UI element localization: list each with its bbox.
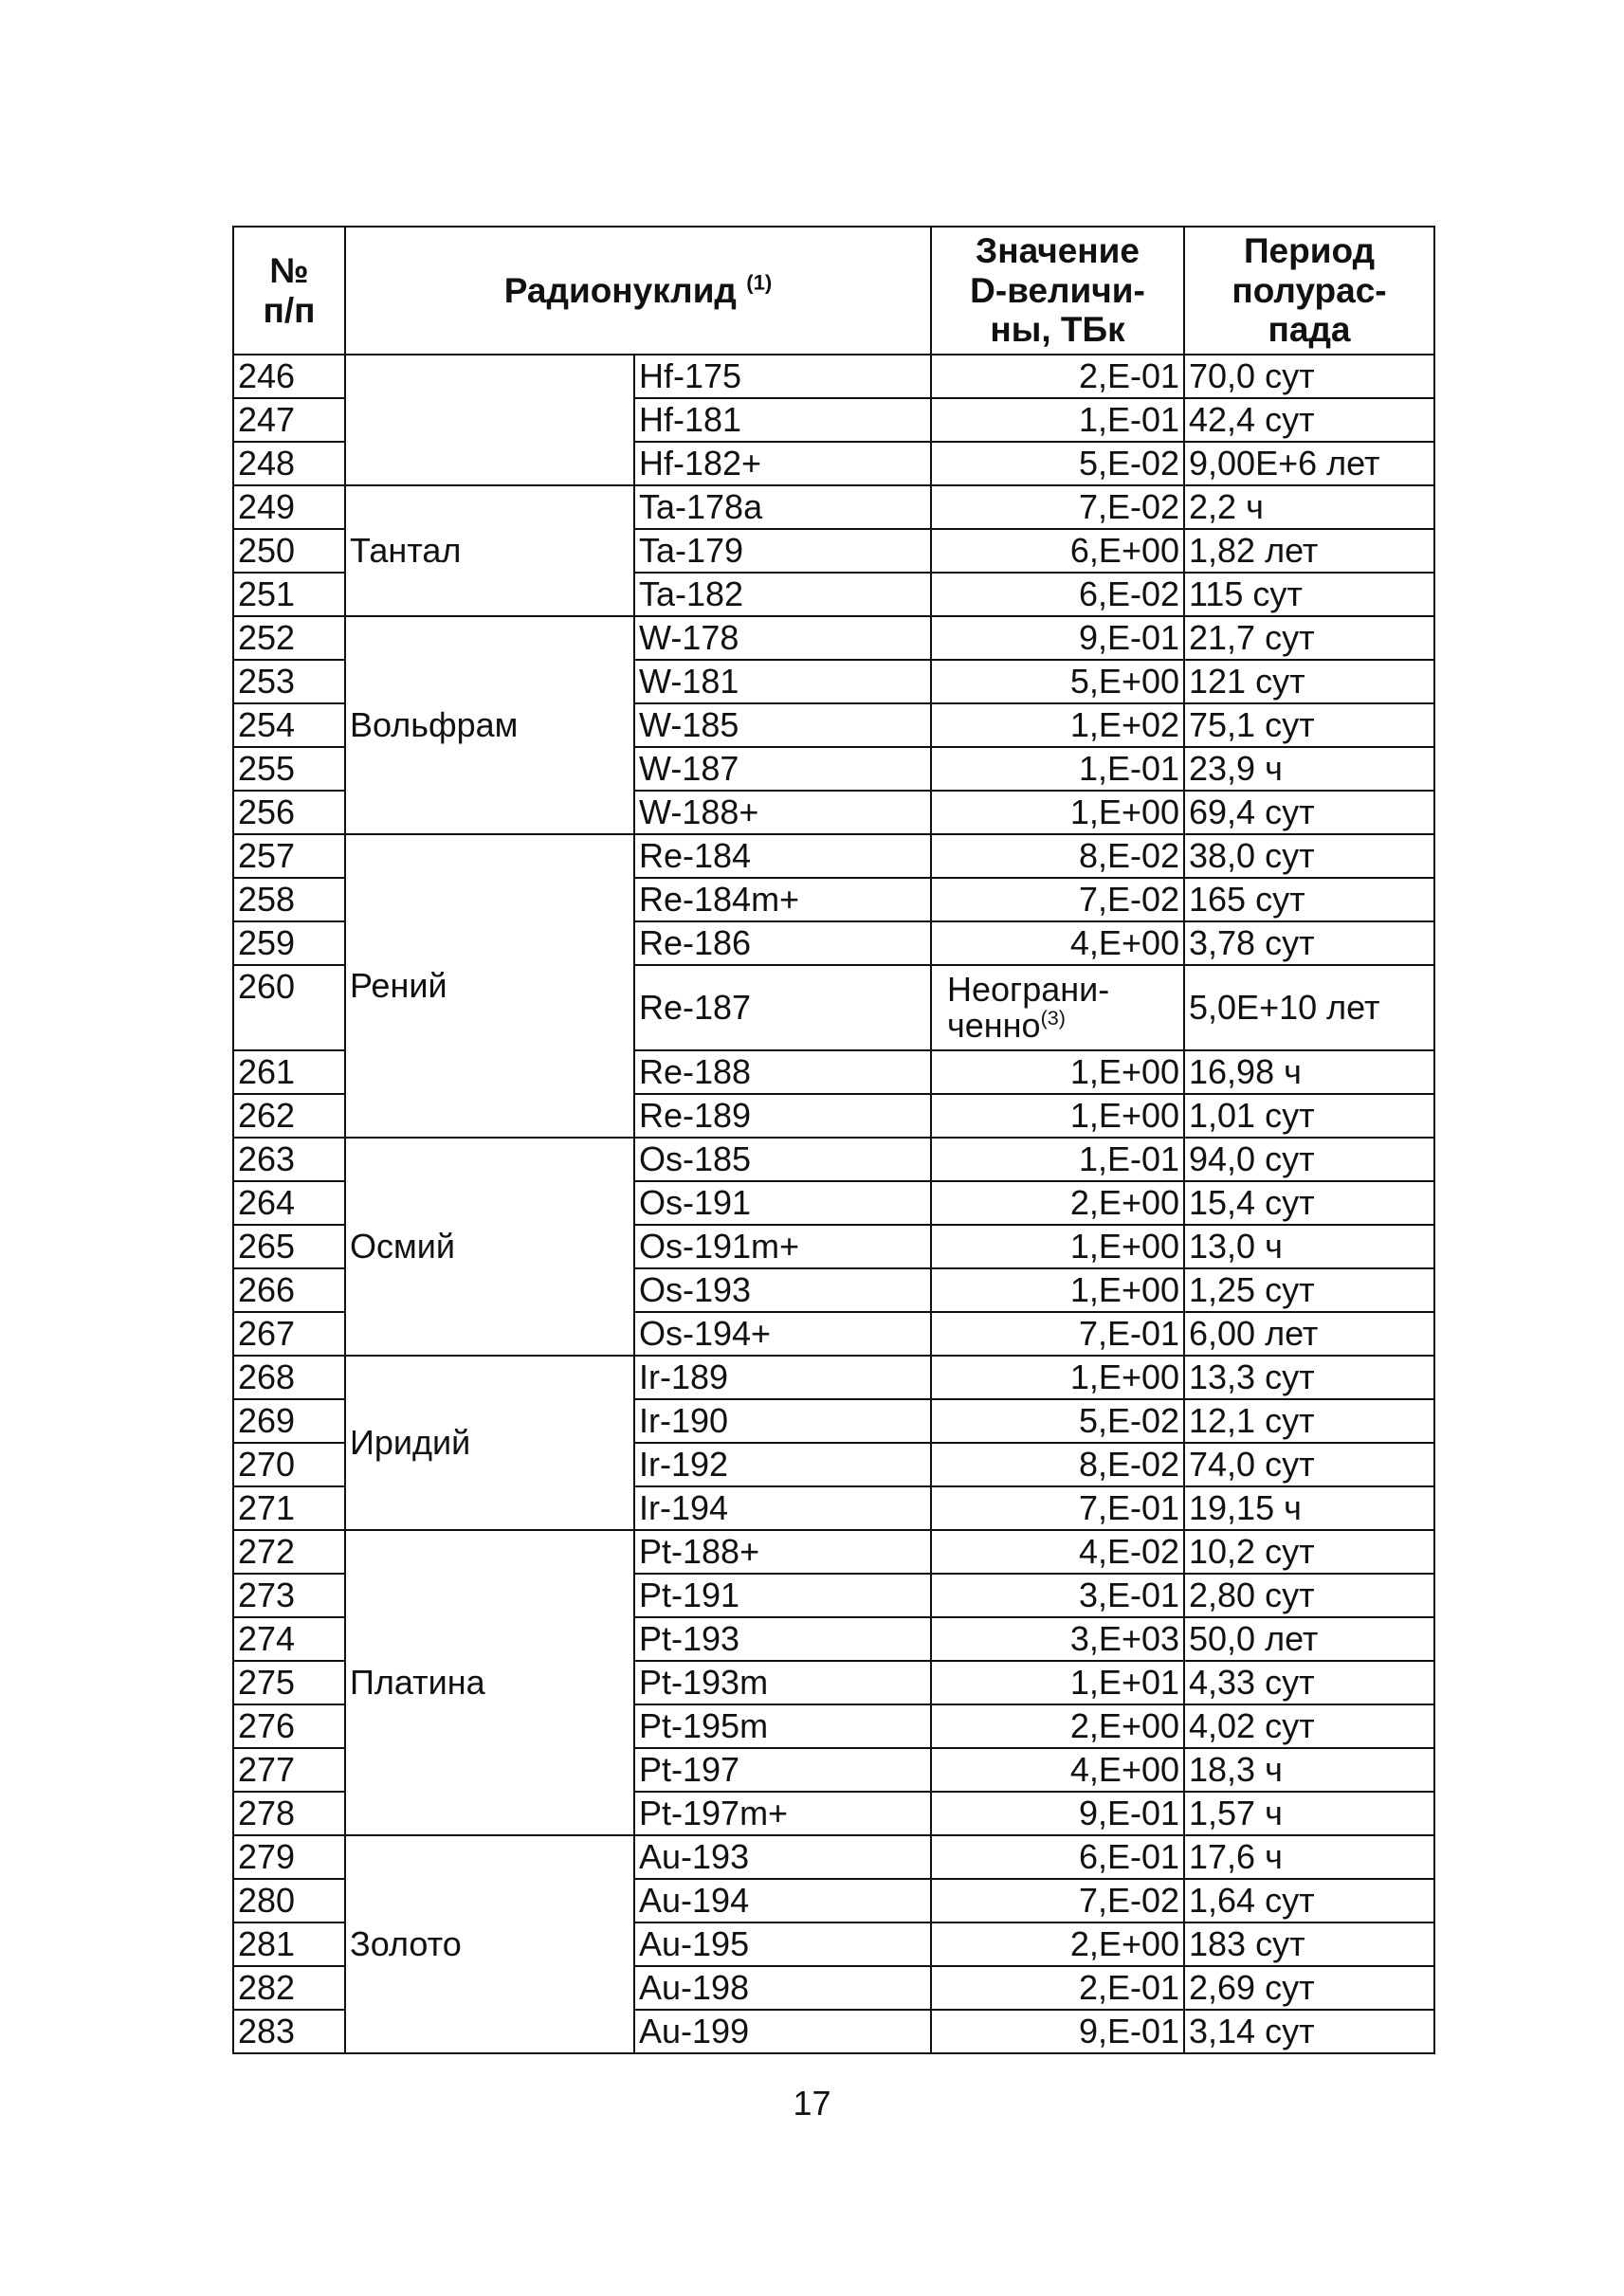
radionuclide-table xyxy=(232,226,1435,2054)
table-row: 274 Pt-193 3,E+03 50,0 лет xyxy=(233,1617,1434,1661)
table-row: 278 Pt-197m+ 9,E-01 1,57 ч xyxy=(233,1792,1434,1835)
footnote-mark: (1) xyxy=(746,270,773,295)
table-row: 262 Re-189 1,E+00 1,01 сут xyxy=(233,1094,1434,1138)
table-row: 254 W-185 1,E+02 75,1 сут xyxy=(233,703,1434,747)
table-row: 279 Золото Au-193 6,E-01 17,6 ч xyxy=(233,1835,1434,1879)
table-row: 261 Re-188 1,E+00 16,98 ч xyxy=(233,1050,1434,1094)
element-name: Иридий xyxy=(345,1356,634,1530)
table-row: 265 Os-191m+ 1,E+00 13,0 ч xyxy=(233,1225,1434,1268)
table-row: 280 Au-194 7,E-02 1,64 сут xyxy=(233,1879,1434,1922)
table-row: 255 W-187 1,E-01 23,9 ч xyxy=(233,747,1434,791)
table-row: 271 Ir-194 7,E-01 19,15 ч xyxy=(233,1486,1434,1530)
table-row: 257 Рений Re-184 8,E-02 38,0 сут xyxy=(233,834,1434,878)
table-row: 253 W-181 5,E+00 121 сут xyxy=(233,660,1434,703)
element-name: Золото xyxy=(345,1835,634,2053)
page-number: 17 xyxy=(793,2084,831,2123)
element-cell-empty xyxy=(345,355,634,485)
table-row: 263 Осмий Os-185 1,E-01 94,0 сут xyxy=(233,1138,1434,1181)
table-row: 256 W-188+ 1,E+00 69,4 сут xyxy=(233,791,1434,834)
table-row: 268 Иридий Ir-189 1,E+00 13,3 сут xyxy=(233,1356,1434,1399)
table-row: 252 Вольфрам W-178 9,E-01 21,7 сут xyxy=(233,616,1434,660)
table-row: 259 Re-186 4,E+00 3,78 сут xyxy=(233,921,1434,965)
table-row: 258 Re-184m+ 7,E-02 165 сут xyxy=(233,878,1434,921)
header-half-life: Период полурас- пада xyxy=(1184,227,1434,355)
table-row: 269 Ir-190 5,E-02 12,1 сут xyxy=(233,1399,1434,1443)
table-row: 282 Au-198 2,E-01 2,69 сут xyxy=(233,1966,1434,2010)
table-row: 250 Ta-179 6,E+00 1,82 лет xyxy=(233,529,1434,573)
d-value-unlimited: Неограни-ченно$^{(3)}$ xyxy=(931,965,1184,1050)
table-row: 272 Платина Pt-188+ 4,E-02 10,2 сут xyxy=(233,1530,1434,1574)
table-row: 266 Os-193 1,E+00 1,25 сут xyxy=(233,1268,1434,1312)
table-row: 248 Hf-182+ 5,E-02 9,00E+6 лет xyxy=(233,442,1434,485)
table-row: 264 Os-191 2,E+00 15,4 сут xyxy=(233,1181,1434,1225)
header-number: № п/п xyxy=(233,227,345,355)
header-radionuclide: Радионуклид $^{(1)}$ xyxy=(345,227,931,355)
element-name: Тантал xyxy=(345,485,634,616)
table-row: 275 Pt-193m 1,E+01 4,33 сут xyxy=(233,1661,1434,1704)
table-row: 251 Ta-182 6,E-02 115 сут xyxy=(233,573,1434,616)
table-row: 249 Тантал Ta-178a 7,E-02 2,2 ч xyxy=(233,485,1434,529)
header-d-value: Значение D-величи- ны, ТБк xyxy=(931,227,1184,355)
footnote-mark: (3) xyxy=(1040,1006,1066,1030)
table-row: 247 Hf-181 1,E-01 42,4 сут xyxy=(233,398,1434,442)
table-row: 283 Au-199 9,E-01 3,14 сут xyxy=(233,2010,1434,2053)
table-row: 281 Au-195 2,E+00 183 сут xyxy=(233,1922,1434,1966)
table-row: 277 Pt-197 4,E+00 18,3 ч xyxy=(233,1748,1434,1792)
element-name: Рений xyxy=(345,834,634,1138)
table-row: 276 Pt-195m 2,E+00 4,02 сут xyxy=(233,1704,1434,1748)
element-name: Осмий xyxy=(345,1138,634,1356)
table-row: 246 Hf-175 2,E-01 70,0 сут xyxy=(233,355,1434,398)
table-row: 260 Re-187 Неограни-ченно$^{(3)}$ 5,0E+10 лет xyxy=(233,965,1434,1050)
table-header-row xyxy=(233,227,1434,355)
element-name: Платина xyxy=(345,1530,634,1835)
table-row: 270 Ir-192 8,E-02 74,0 сут xyxy=(233,1443,1434,1486)
table-row: 273 Pt-191 3,E-01 2,80 сут xyxy=(233,1574,1434,1617)
table-row: 267 Os-194+ 7,E-01 6,00 лет xyxy=(233,1312,1434,1356)
element-name: Вольфрам xyxy=(345,616,634,834)
